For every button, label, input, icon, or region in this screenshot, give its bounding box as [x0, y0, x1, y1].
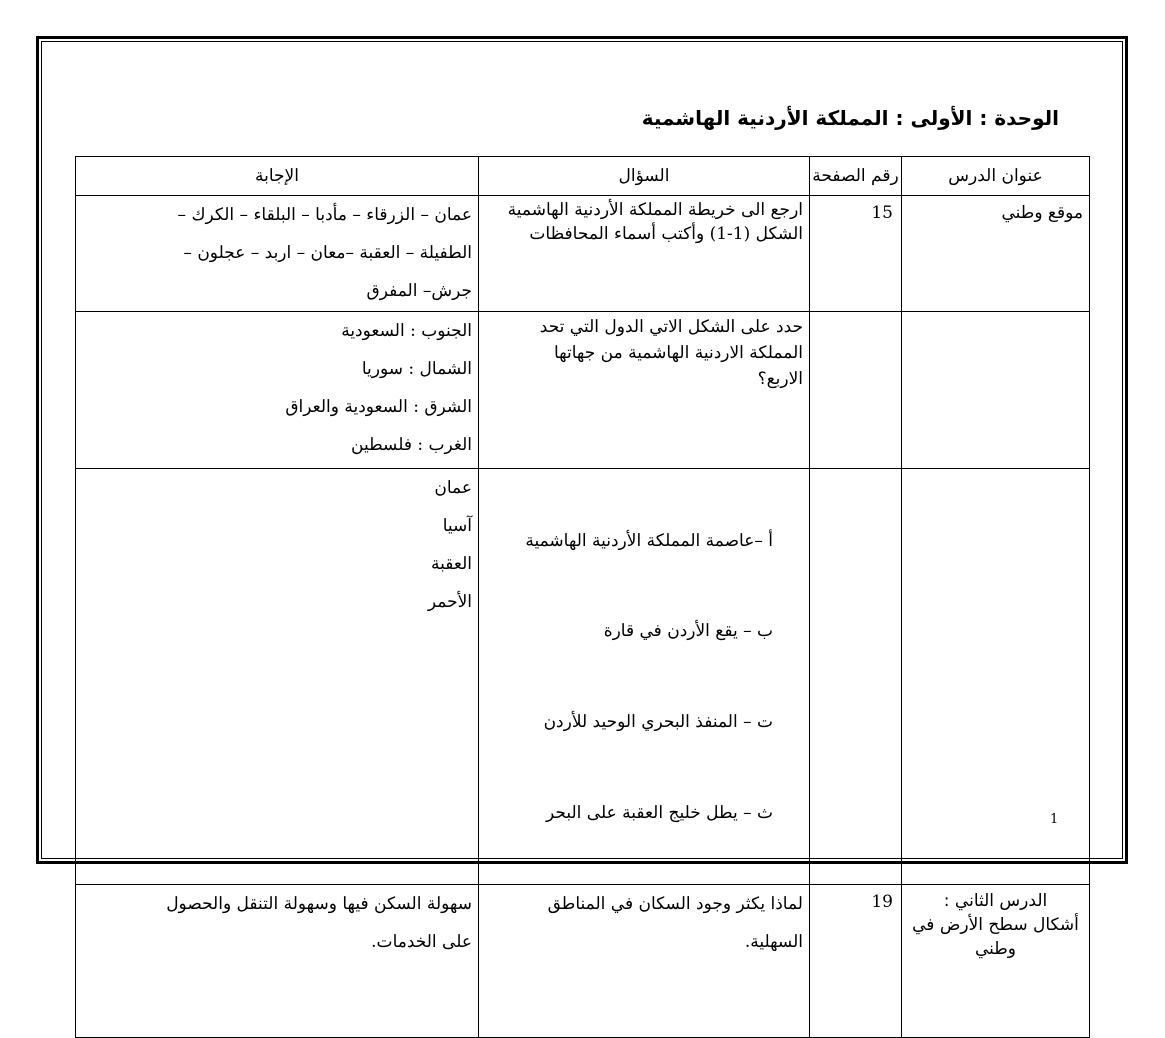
- lesson-title-cell: [902, 196, 1090, 312]
- answer-line: الغرب : فلسطين: [351, 435, 472, 455]
- page-number-cell: [810, 312, 902, 469]
- question-cell: [479, 885, 810, 1038]
- table-row: [76, 885, 1090, 1038]
- question-line: ارجع الى خريطة المملكة الأردنية الهاشمية: [507, 200, 803, 220]
- answer-line: العقبة: [431, 554, 472, 574]
- page-number-cell: 15: [810, 196, 902, 312]
- header-page-number: رقم الصفحة: [810, 157, 902, 196]
- question-item: ت – المنفذ البحري الوحيد للأردن: [543, 712, 773, 733]
- table-row: [76, 312, 1090, 469]
- page-number-cell: [810, 469, 902, 885]
- lesson-title-line: وطني: [974, 939, 1017, 960]
- answer-line: الطفيلة – العقبة –معان – اربد – عجلون –: [183, 243, 472, 263]
- answer-line: آسيا: [442, 516, 472, 536]
- unit-title: الوحدة : الأولى : المملكة الأردنية الهاشمية: [641, 106, 1059, 130]
- question-cell: [479, 312, 810, 469]
- question-cell: [479, 469, 810, 885]
- lesson-title-line: الدرس الثاني :: [943, 891, 1048, 912]
- question-item: ث – يطل خليج العقبة على البحر: [546, 802, 773, 823]
- question-item: ب – يقع الأردن في قارة: [603, 621, 773, 642]
- answer-line: عمان – الزرقاء – مأدبا – البلقاء – الكرك –: [177, 205, 472, 225]
- table-header-row: [76, 157, 1090, 196]
- question-line: الاربع؟: [757, 369, 803, 389]
- header-question: السؤال: [479, 157, 810, 196]
- lesson-title-cell: [902, 885, 1090, 1038]
- table-row: [76, 196, 1090, 312]
- answer-line: على الخدمات.: [371, 932, 472, 953]
- answer-line: الشرق : السعودية والعراق: [285, 397, 472, 417]
- header-answer: الإجابة: [76, 157, 479, 196]
- lesson-title-line: أشكال سطح الأرض في: [912, 915, 1079, 936]
- answer-cell: [76, 312, 479, 469]
- answer-cell: [76, 196, 479, 312]
- answer-line: الأحمر: [427, 592, 472, 612]
- lesson-title: موقع وطني: [1001, 203, 1083, 223]
- question-item: أ –عاصمة المملكة الأردنية الهاشمية: [525, 530, 773, 551]
- lesson-title-cell: [902, 312, 1090, 469]
- question-cell: [479, 196, 810, 312]
- answer-line: عمان: [434, 478, 472, 498]
- answer-line: سهولة السكن فيها وسهولة التنقل والحصول: [166, 894, 472, 915]
- answer-line: الشمال : سوريا: [361, 359, 472, 379]
- question-line: الشكل (1-1) وأكتب أسماء المحافظات: [529, 224, 803, 244]
- lesson-title-cell: [902, 469, 1090, 885]
- answer-cell: [76, 469, 479, 885]
- lessons-table: [75, 156, 1090, 1038]
- question-line: لماذا يكثر وجود السكان في المناطق: [547, 894, 803, 915]
- question-line: حدد على الشكل الاتي الدول التي تحد: [539, 317, 803, 337]
- answer-line: الجنوب : السعودية: [341, 321, 472, 341]
- answer-cell: [76, 885, 479, 1038]
- header-lesson-title: عنوان الدرس: [902, 157, 1090, 196]
- page-number-cell: 19: [810, 885, 902, 1038]
- question-line: السهلية.: [744, 932, 803, 953]
- table-row: [76, 469, 1090, 885]
- page-number: 1: [1050, 812, 1059, 827]
- answer-line: جرش– المفرق: [366, 281, 472, 301]
- question-line: المملكة الاردنية الهاشمية من جهاتها: [553, 343, 803, 363]
